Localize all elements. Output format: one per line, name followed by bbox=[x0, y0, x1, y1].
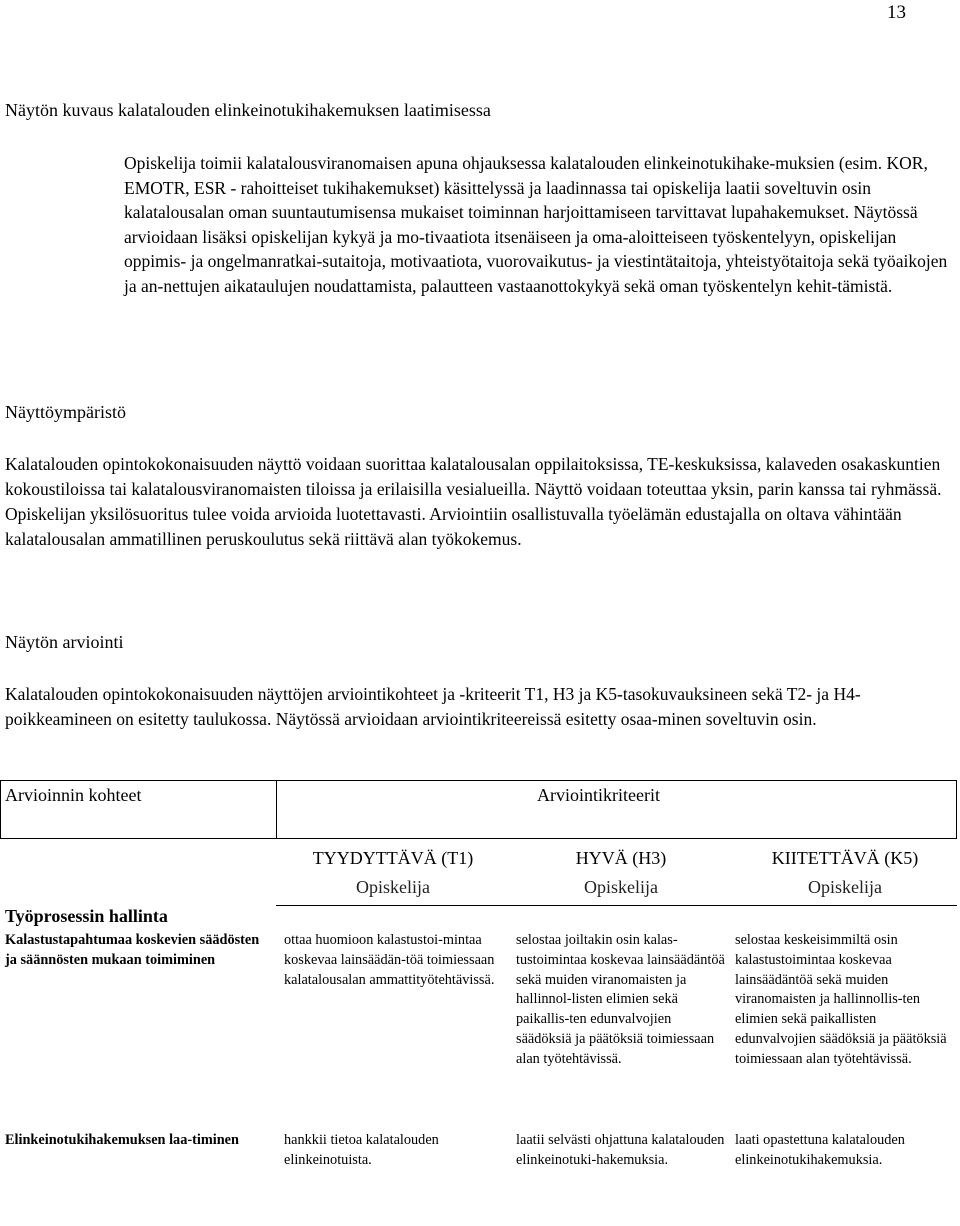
criteria-t1-cell: hankkii tietoa kalatalouden elinkeinotuista. bbox=[284, 1132, 439, 1168]
assessment-text: Kalatalouden opintokokonaisuuden näyttöjen arviointikohteet ja -kriteerit T1, H3 ja K5-tasokuvauksineen sekä T2- ja H4-poikkeamineen on esitetty taulukossa. Näytössä arvioidaan arviointikriteereissä esitetty osaa-minen soveltuvin osin. bbox=[5, 684, 861, 729]
subject-label-t1: Opiskelija bbox=[356, 877, 430, 897]
level-h3: HYVÄ (H3) bbox=[575, 848, 667, 868]
description-paragraph bbox=[124, 151, 954, 299]
group-title: Työprosessin hallinta bbox=[5, 906, 168, 926]
table-divider-header bbox=[276, 780, 277, 839]
table-divider-levels bbox=[276, 905, 957, 906]
description-text: Opiskelija toimii kalatalousviranomaisen apuna ohjauksessa kalatalouden elinkeinotukihake-muksien (esim. KOR, EMOTR, ESR - rahoitteiset tukihakemukset) käsittelyssä ja laadinnassa tai opiskelija laatii soveltuvin osin kalatalousalan oman suuntautumisensa mukaiset toiminnan harjoittamiseen tarvittavat lupahakemukset. Näytössä arvioidaan lisäksi opiskelijan kykyä ja mo-tivaatiota itsenäiseen ja oma-aloitteiseen työskentelyyn, opiskelijan oppimis- ja ongelmanratkai-sutaitoja, motivaatiota, vuorovaikutus- ja viestintätaitoja, yhteistyötaitoja sekä työaikojen ja an-nettujen aikataulujen noudattamista, palautteen vastaanottokykyä sekä oman työskentelyn kehit-tämistä. bbox=[124, 153, 948, 296]
table-border-header-bottom bbox=[0, 838, 957, 839]
page-number: 13 bbox=[887, 2, 906, 23]
environment-text: Kalatalouden opintokokonaisuuden näyttö voidaan suorittaa kalatalousalan oppilaitoksissa, TE-keskuksissa, kalaveden osakaskuntien kokoustiloissa tai kalatalousviranomaisten tiloissa ja erilaisilla vesialueilla. Näyttö voidaan toteuttaa yksin, parin kanssa tai ryhmässä. Opiskelijan yksilösuoritus tulee voida arvioida luotettavasti. Arviointiin osallistuvalla työelämän edustajalla on oltava vähintään kalatalousalan ammatillinen peruskoulutus sekä riittävä alan työkokemus. bbox=[5, 454, 942, 549]
target-cell: Elinkeinotukihakemuksen laa-timinen bbox=[5, 1132, 239, 1148]
level-k5: KIITETTÄVÄ (K5) bbox=[771, 848, 919, 868]
table-border-top bbox=[0, 780, 957, 781]
criteria-k5-cell: selostaa keskeisimmiltä osin kalastustoimintaa koskevaa lainsäädäntöä sekä muiden viranomaisten ja hallinnollis-ten elimien sekä paikallisten edunvalvojien säädöksiä ja päätöksiä toimiessaan alan työtehtävissä. bbox=[735, 932, 947, 1067]
section-heading-environment: Näyttöympäristö bbox=[5, 402, 126, 422]
section-heading-assessment: Näytön arviointi bbox=[5, 632, 124, 652]
criteria-t1-cell: ottaa huomioon kalastustoi-mintaa koskevaa lainsäädän-töä toimiessaan kalatalousalan ammattityötehtävissä. bbox=[284, 932, 495, 988]
column-header-criteria: Arviointikriteerit bbox=[537, 785, 660, 805]
table-border-left bbox=[0, 780, 1, 839]
criteria-h3-cell: selostaa joiltakin osin kalas-tustoimintaa koskevaa lainsäädäntöä sekä muiden viranomaisten ja hallinnol-listen elimien sekä paikallis-ten edunvalvojien säädöksiä ja päätöksiä toimiessaan alan työtehtävissä. bbox=[516, 932, 725, 1067]
subject-label-k5: Opiskelija bbox=[808, 877, 882, 897]
level-t1: TYYDYTTÄVÄ (T1) bbox=[312, 848, 474, 868]
subject-label-h3: Opiskelija bbox=[584, 877, 658, 897]
assessment-paragraph bbox=[5, 682, 953, 732]
section-heading-description: Näytön kuvaus kalatalouden elinkeinotukihakemuksen laatimisessa bbox=[5, 100, 491, 120]
table-border-right bbox=[956, 780, 957, 839]
criteria-k5-cell: laati opastettuna kalatalouden elinkeinotukihakemuksia. bbox=[735, 1132, 905, 1168]
criteria-h3-cell: laatii selvästi ohjattuna kalatalouden elinkeinotuki-hakemuksia. bbox=[516, 1132, 725, 1168]
environment-paragraph bbox=[5, 452, 953, 552]
column-header-targets: Arvioinnin kohteet bbox=[5, 785, 142, 805]
target-cell: Kalastustapahtumaa koskevien säädösten ja säännösten mukaan toimiminen bbox=[5, 932, 260, 968]
